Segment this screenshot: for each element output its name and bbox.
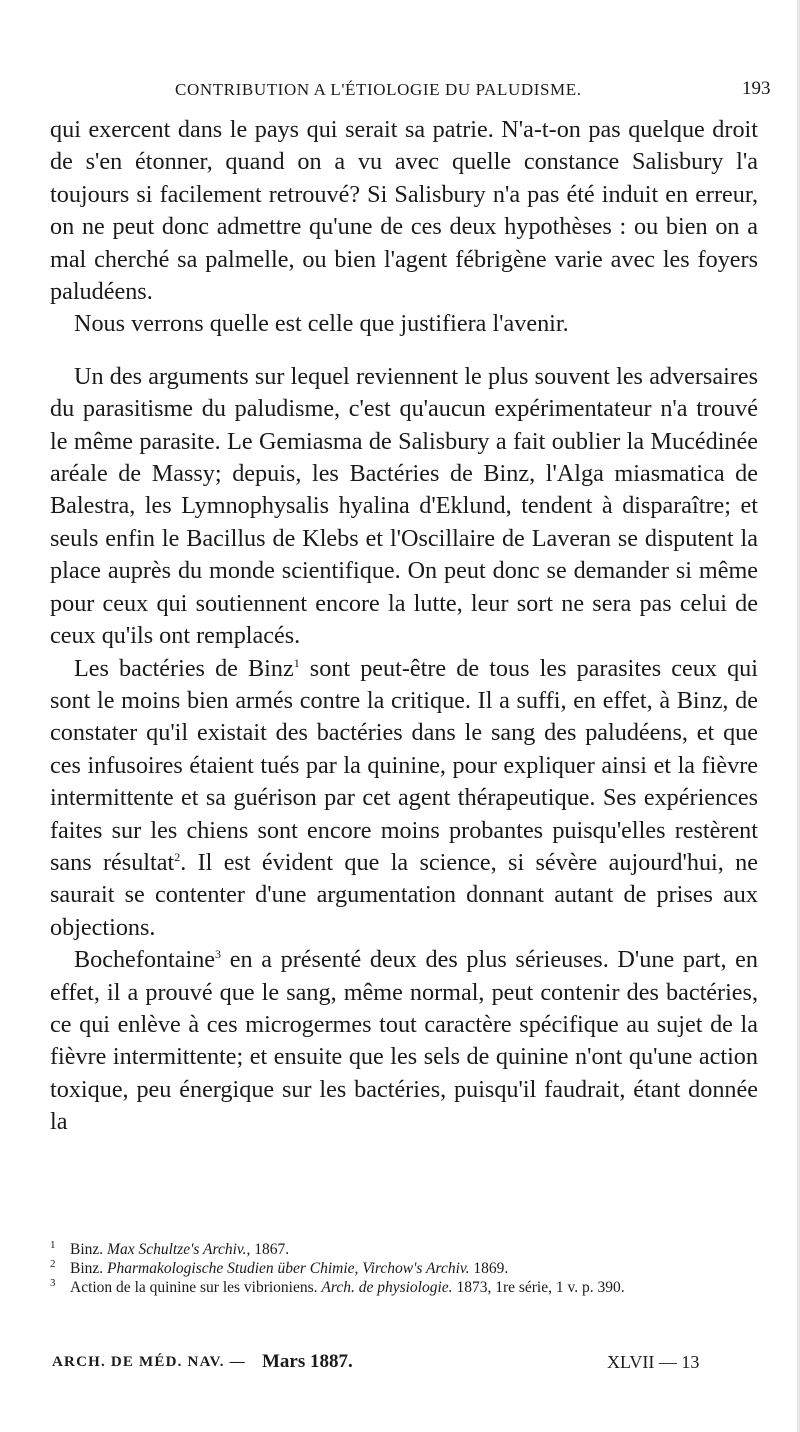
footnote-3-text-a: Action de la quinine sur les vibrioniens.	[70, 1279, 322, 1296]
journal-name: ARCH. DE MÉD. NAV. —	[52, 1354, 246, 1370]
footnote-1-text-a: Binz.	[70, 1241, 108, 1258]
signature-mark: XLVII — 13	[607, 1352, 700, 1372]
running-title: CONTRIBUTION A L'ÉTIOLOGIE DU PALUDISME.	[175, 80, 582, 99]
footnote-1: 1 Binz. Max Schultze's Archiv., 1867.	[50, 1238, 290, 1258]
footnote-2-text-b: 1869.	[469, 1260, 509, 1277]
paragraph-4-part-a: Les bactéries de Binz	[74, 654, 294, 682]
footnote-2-text-a: Binz.	[70, 1260, 108, 1277]
paragraph-4	[50, 653, 758, 945]
footnote-1-text-b: , 1867.	[246, 1241, 290, 1258]
footnote-1-title: Max Schultze's Archiv.	[107, 1241, 247, 1258]
issue-date: Mars 1887.	[262, 1351, 353, 1372]
footnote-ref-1: 1	[293, 655, 300, 670]
page-number: 193	[742, 78, 771, 99]
paragraph-5	[50, 944, 758, 1138]
paragraph-1: qui exercent dans le pays qui serait sa patrie. N'a-t-on pas quelque droit de s'en étonner, quand on a vu avec quelle constance Salisbury l'a toujours si facilement retrouvé? Si Salisbury n'a pas été induit en erreur, on ne peut donc admettre qu'une de ces deux hypothèses : ou bien on a mal cherché sa palmelle, ou bien l'agent fébrigène varie avec les foyers paludéens.	[50, 116, 758, 306]
footnote-ref-2: 2	[174, 849, 181, 864]
paragraph-3: Un des arguments sur lequel reviennent le plus souvent les adversaires du parasitisme du paludisme, c'est qu'aucun expérimentateur n'a trouvé le même parasite. Le Gemiasma de Salisbury a fait oublier la Mucédinée aréale de Massy; depuis, les Bactéries de Binz, l'Alga miasmatica de Balestra, les Lymnophysalis hyalina d'Eklund, tendent à disparaître; et seuls enfin le Bacillus de Klebs et l'Oscillaire de Laveran se disputent la place auprès du monde scientifique. On peut donc se demander si même pour ceux qui soutiennent encore la lutte, leur sort ne sera pas celui de ceux qu'ils ont remplacés.	[50, 362, 758, 650]
footnotes	[50, 1240, 758, 1297]
paragraph-4-part-c: . Il est évident que la science, si sévère aujourd'hui, ne saurait se contenter d'une argumentation donnant autant de prises aux objections.	[50, 848, 758, 941]
paragraph-2: Nous verrons quelle est celle que justifiera l'avenir.	[74, 310, 569, 338]
footnote-3-title: Arch. de physiologie.	[321, 1279, 453, 1296]
footnote-ref-3: 3	[215, 947, 222, 962]
footnote-2-title: Pharmakologische Studien über Chimie, Virchow's Archiv.	[107, 1260, 470, 1277]
footnote-3-text-b: 1873, 1re série, 1 v. p. 390.	[452, 1279, 625, 1296]
footnote-3: 3 Action de la quinine sur les vibrioniens. Arch. de physiologie. 1873, 1re série, 1 v. p. 390.	[50, 1276, 625, 1296]
body-text	[50, 114, 758, 1139]
paragraph-5-part-b: en a présenté deux des plus sérieuses. D'une part, en effet, il a prouvé que le sang, même normal, peut contenir des bactéries, ce qui enlève à ces microgermes tout caractère spécifique au sujet de la fièvre intermittente; et ensuite que les sels de quinine n'ont qu'une action toxique, peu énergique sur les bactéries, puisqu'il faudrait, étant donnée la	[50, 946, 758, 1136]
paragraph-5-part-a: Bochefontaine	[74, 946, 216, 974]
footnote-2: 2 Binz. Pharmakologische Studien über Chimie, Virchow's Archiv. 1869.	[50, 1257, 509, 1277]
paragraph-4-part-b: sont peut-être de tous les parasites ceux qui sont le moins bien armés contre la critique. Il a suffi, en effet, à Binz, de constater qu'il existait des bactéries dans le sang des paludéens, et que ces infusoires étaient tués par la quinine, pour expliquer ainsi et la fièvre intermittente et sa guérison par cet agent thérapeutique. Ses expériences faites sur les chiens sont encore moins probantes puisqu'elles restèrent sans résultat	[50, 654, 758, 876]
